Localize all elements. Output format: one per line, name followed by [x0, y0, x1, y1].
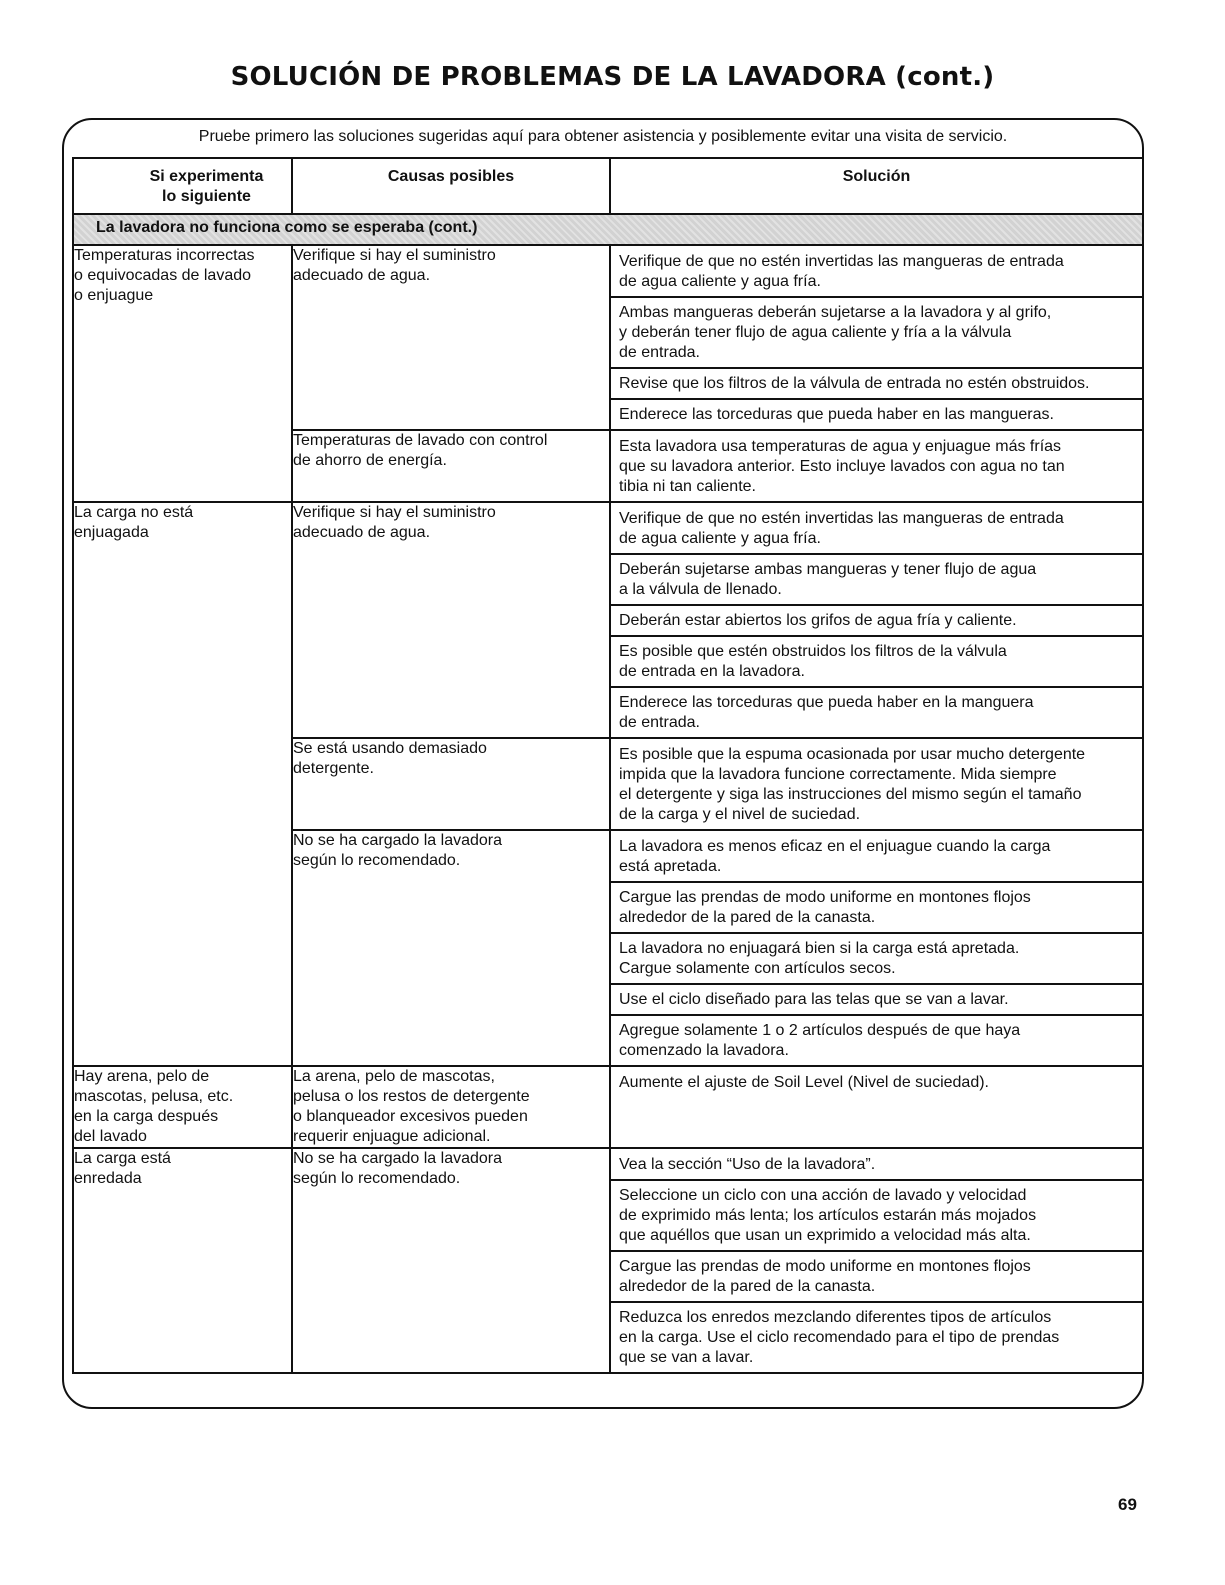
solution-item: Ambas mangueras deberán sujetarse a la lavadora y al grifo, y deberán tener flujo de agua caliente y fría a la válvula de entrada.	[611, 296, 1142, 367]
solution-item: La lavadora no enjuagará bien si la carga está apretada. Cargue solamente con artículos secos.	[611, 932, 1142, 983]
symptom-cell: Hay arena, pelo de mascotas, pelusa, etc. en la carga después del lavado	[73, 1066, 292, 1148]
solution-cell	[610, 830, 1143, 1066]
troubleshooting-table	[72, 157, 1144, 1374]
cause-cell: La arena, pelo de mascotas, pelusa o los restos de detergente o blanqueador excesivos pueden requerir enjuague adicional.	[292, 1066, 610, 1148]
page-number: 69	[1118, 1495, 1137, 1514]
solution-item: Enderece las torceduras que pueda haber en la manguera de entrada.	[611, 686, 1142, 737]
solution-item: Reduzca los enredos mezclando diferentes tipos de artículos en la carga. Use el ciclo recomendado para el tipo de prendas que se van a lavar.	[611, 1301, 1142, 1372]
cause-cell: Temperaturas de lavado con control de ahorro de energía.	[292, 430, 610, 502]
solution-item: Aumente el ajuste de Soil Level (Nivel de suciedad).	[619, 1074, 989, 1091]
cause-cell: Verifique si hay el suministro adecuado de agua.	[292, 502, 610, 738]
cause-cell: No se ha cargado la lavadora según lo recomendado.	[292, 1148, 610, 1373]
header-causes: Causas posibles	[292, 158, 610, 214]
solution-item: Es posible que estén obstruidos los filtros de la válvula de entrada en la lavadora.	[611, 635, 1142, 686]
solution-cell	[610, 430, 1143, 502]
solution-item: Esta lavadora usa temperaturas de agua y enjuague más frías que su lavadora anterior. Esto incluye lavados con agua no tan tibia ni tan caliente.	[619, 438, 1065, 495]
page-title: SOLUCIÓN DE PROBLEMAS DE LA LAVADORA (cont.)	[230, 62, 995, 92]
symptom-cell: La carga está enredada	[73, 1148, 292, 1373]
solution-item: Verifique de que no estén invertidas las mangueras de entrada de agua caliente y agua fría.	[619, 253, 1064, 290]
solution-item: Es posible que la espuma ocasionada por usar mucho detergente impida que la lavadora funcione correctamente. Mida siempre el detergente y siga las instrucciones del mismo según el tamaño de la carga y el nivel de suciedad.	[619, 746, 1086, 823]
solution-item: Enderece las torceduras que pueda haber en las mangueras.	[611, 398, 1142, 429]
cause-cell: Verifique si hay el suministro adecuado de agua.	[292, 245, 610, 430]
solution-item: Cargue las prendas de modo uniforme en montones flojos alrededor de la pared de la canasta.	[611, 1250, 1142, 1301]
table-row	[73, 1066, 1143, 1148]
header-solution: Solución	[610, 158, 1143, 214]
solution-cell	[610, 738, 1143, 830]
solution-item: Use el ciclo diseñado para las telas que se van a lavar.	[611, 983, 1142, 1014]
solution-cell	[610, 502, 1143, 738]
solution-cell	[610, 245, 1143, 430]
section-row	[73, 214, 1143, 245]
table-row	[73, 1148, 1143, 1373]
symptom-cell: La carga no está enjuagada	[73, 502, 292, 1066]
cause-cell: No se ha cargado la lavadora según lo recomendado.	[292, 830, 610, 1066]
solution-item: Agregue solamente 1 o 2 artículos después de que haya comenzado la lavadora.	[611, 1014, 1142, 1065]
solution-item: Cargue las prendas de modo uniforme en montones flojos alrededor de la pared de la canasta.	[611, 881, 1142, 932]
table-row	[73, 502, 1143, 738]
table-header-row	[73, 158, 1143, 214]
solution-item: La lavadora es menos eficaz en el enjuague cuando la carga está apretada.	[619, 838, 1051, 875]
solution-item: Vea la sección “Uso de la lavadora”.	[619, 1156, 876, 1173]
solution-cell	[610, 1066, 1143, 1148]
intro-text: Pruebe primero las soluciones sugeridas aquí para obtener asistencia y posiblemente evitar una visita de servicio.	[198, 128, 1008, 145]
solution-item: Revise que los filtros de la válvula de entrada no estén obstruidos.	[611, 367, 1142, 398]
symptom-cell: Temperaturas incorrectas o equivocadas de lavado o enjuague	[73, 245, 292, 502]
solution-item: Seleccione un ciclo con una acción de lavado y velocidad de exprimido más lenta; los artículos estarán más mojados que aquéllos que usan un exprimido a velocidad más alta.	[611, 1179, 1142, 1250]
cause-cell: Se está usando demasiado detergente.	[292, 738, 610, 830]
table-row	[73, 245, 1143, 430]
section-heading: La lavadora no funciona como se esperaba (cont.)	[73, 214, 1143, 245]
solution-item: Verifique de que no estén invertidas las mangueras de entrada de agua caliente y agua fría.	[619, 510, 1064, 547]
solution-item: Deberán estar abiertos los grifos de agua fría y caliente.	[611, 604, 1142, 635]
solution-cell	[610, 1148, 1143, 1373]
header-symptom: Si experimenta lo siguiente	[73, 158, 292, 214]
solution-item: Deberán sujetarse ambas mangueras y tener flujo de agua a la válvula de llenado.	[611, 553, 1142, 604]
